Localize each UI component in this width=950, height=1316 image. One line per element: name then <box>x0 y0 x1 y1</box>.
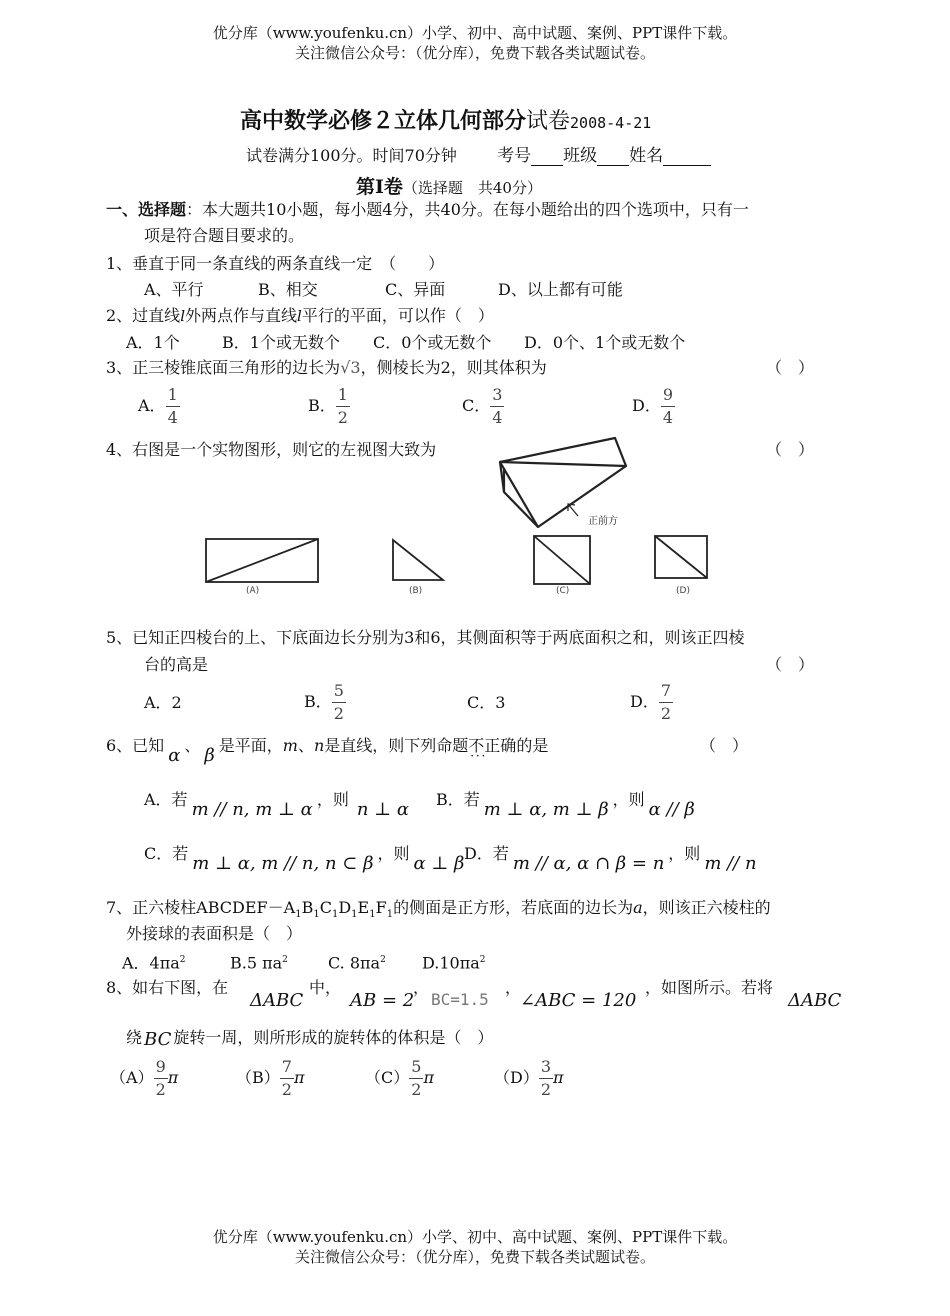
q2-option-a[interactable]: A．1个 <box>126 333 180 352</box>
q7-b-sup: 2 <box>282 955 288 965</box>
q7-letter-b: B <box>301 898 314 917</box>
q8-l2-a: 绕 <box>126 1028 143 1047</box>
q2-var-l-2: l <box>297 307 302 325</box>
header-line-1: 优分库（www.youfenku.cn）小学、初中、高中试题、案例、PPT课件下载。 <box>212 24 738 42</box>
q6-sep: 、 <box>184 736 201 755</box>
q4-caption-d: (D) <box>676 586 690 596</box>
q5-d-label: D． <box>630 692 659 711</box>
q6-alpha: α <box>168 745 181 766</box>
title-suffix: 试卷 <box>526 109 571 134</box>
q8-d-frac <box>539 1058 553 1099</box>
q2-option-d[interactable]: D．0个、1个或无数个 <box>524 333 686 352</box>
exam-no-blank[interactable] <box>531 149 563 166</box>
q7-c-text: C. 8πa <box>328 953 381 973</box>
section-desc-2: 项是符合题目要求的。 <box>144 226 305 245</box>
q6-a-label: A．若 <box>144 790 188 809</box>
q1-stem: 1、垂直于同一条直线的两条直线一定 （ ） <box>106 254 445 273</box>
q8-ab: AB = 2 <box>350 990 415 1011</box>
q3-d-den: 4 <box>662 408 674 427</box>
q3-stem <box>106 358 547 378</box>
q6-c-then: ，则 <box>377 844 410 863</box>
q3-a-den: 4 <box>167 408 178 427</box>
score-time: 试卷满分100分。时间70分钟 <box>246 146 457 165</box>
q6-a-res: n ⊥ α <box>356 799 409 820</box>
q4-caption-a: (A) <box>246 586 260 596</box>
q8-c-num: 5 <box>409 1058 423 1079</box>
q8-b-label: （B） <box>236 1068 280 1087</box>
q6-d-label: D．若 <box>464 844 509 863</box>
q8-l2-bc: BC <box>144 1029 172 1050</box>
section-desc-1: ：本大题共10小题，每小题4分，共40分。在每小题给出的四个选项中，只有一 <box>186 200 749 219</box>
q6-emphasis: 不正确 · · · <box>468 736 516 755</box>
q6-stem <box>106 736 549 766</box>
q7-letter-e: E <box>357 898 370 917</box>
q8-b-frac <box>280 1058 294 1099</box>
q6-b-then: ，则 <box>612 790 645 809</box>
q5-stem-l1: 5、已知正四棱台的上、下底面边长分别为3和6，其侧面积等于两底面积之和，则该正四棱 <box>106 628 745 647</box>
section-intro <box>106 200 749 220</box>
class-blank[interactable] <box>597 149 629 166</box>
q8-c-pi: π <box>423 1068 434 1087</box>
q1-option-d[interactable]: D、以上都有可能 <box>498 280 623 299</box>
q8-option-d[interactable] <box>494 1058 564 1099</box>
q6-beta: β <box>204 745 215 766</box>
q4-view-b-triangle <box>393 540 443 580</box>
q8-triangle-2: ΔABC <box>788 990 842 1011</box>
q6-a-cond: m // n, m ⊥ α <box>191 799 313 820</box>
q3-b-frac <box>336 386 350 427</box>
q8-b-den: 2 <box>281 1080 292 1099</box>
q3-b-label: B． <box>308 396 336 415</box>
q4-answer-paren[interactable]: （ ） <box>766 440 815 459</box>
q8-a-num: 9 <box>154 1058 168 1079</box>
q7-sub-f: 1 <box>386 909 394 921</box>
q6-c-res: α ⊥ β <box>413 853 465 874</box>
q7-option-c[interactable] <box>328 950 386 973</box>
q1-option-a[interactable]: A、平行 <box>144 280 204 299</box>
q3-a-label: A． <box>138 396 166 415</box>
q7-letter-d: D <box>338 898 352 917</box>
q3-sqrt: √3 <box>340 358 361 377</box>
q3-stem-a: 3、正三棱锥底面三角形的边长为 <box>106 358 341 377</box>
q8-a-label: （A） <box>110 1068 154 1087</box>
q8-option-c[interactable] <box>365 1058 434 1099</box>
footer-line-2: 关注微信公众号：（优分库），免费下载各类试题试卷。 <box>294 1248 655 1266</box>
name-blank[interactable] <box>663 149 711 166</box>
q8-stem-b: ，如图所示。若将 <box>645 978 774 997</box>
q3-c-label: C． <box>462 396 491 415</box>
q7-sub-d: 1 <box>351 909 358 921</box>
q8-a-pi: π <box>167 1068 179 1087</box>
q6-b-res: α // β <box>648 799 695 820</box>
part-label: 第Ⅰ卷 <box>356 176 403 198</box>
q2-var-l: l <box>180 307 185 325</box>
header-line-2: 关注微信公众号：（优分库），免费下载各类试题试卷。 <box>294 44 655 62</box>
q2-option-b[interactable]: B．1个或无数个 <box>222 333 340 352</box>
q3-c-frac <box>490 386 504 427</box>
q4-view-c-diag <box>534 536 590 584</box>
q8-d-label: （D） <box>494 1068 539 1087</box>
q8-c-frac <box>409 1058 423 1099</box>
q6-a-then: ，则 <box>316 790 349 809</box>
q3-d-label: D． <box>632 396 661 415</box>
title-main: 高中数学必修２立体几何部分 <box>240 109 527 134</box>
q8-b-num: 7 <box>280 1058 294 1079</box>
q3-c-num: 3 <box>490 386 504 407</box>
q3-option-b[interactable] <box>308 386 350 427</box>
q8-d-den: 2 <box>540 1080 552 1099</box>
q2-stem <box>106 306 494 326</box>
exam-meta <box>246 146 711 166</box>
q8-zh: 中， <box>309 978 342 997</box>
page-title <box>240 104 651 135</box>
q5-b-label: B． <box>304 692 332 711</box>
q3-d-num: 9 <box>661 386 675 407</box>
q2-stem-a: 2、过直线 <box>106 306 181 325</box>
q8-c-label: （C） <box>365 1068 410 1087</box>
q5-d-num: 7 <box>659 682 673 703</box>
q6-b-label: B．若 <box>436 790 480 809</box>
q8-sep2: ， <box>505 978 522 997</box>
footer-line-1: 优分库（www.youfenku.cn）小学、初中、高中试题、案例、PPT课件下载。 <box>212 1228 738 1246</box>
q6-post-a: 是直线，则下列命题 <box>324 736 469 755</box>
q8-angle: ∠ABC = 120 <box>520 990 637 1011</box>
q7-b-text: B.5 πa <box>230 953 283 973</box>
q6-c-cond: m ⊥ α, m // n, n ⊂ β <box>192 853 374 874</box>
title-date: 2008-4-21 <box>570 114 652 132</box>
exam-no-label: 考号 <box>497 146 532 166</box>
q3-a-num: 1 <box>166 386 180 407</box>
q6-option-a[interactable] <box>144 790 409 820</box>
q8-d-num: 3 <box>539 1058 553 1079</box>
q6-pre: 6、已知 <box>106 736 165 755</box>
q2-option-c[interactable]: C．0个或无数个 <box>373 333 492 352</box>
q3-option-a[interactable] <box>138 386 180 427</box>
q4-front-label: 正前方 <box>588 516 618 527</box>
q1-option-b[interactable]: B、相交 <box>258 280 318 299</box>
q5-option-c[interactable]: C．3 <box>467 693 506 712</box>
q4-stem: 4、右图是一个实物图形，则它的左视图大致为 <box>106 440 437 459</box>
q7-stem-a: 7、正六棱柱ABCDEF－A <box>106 898 296 917</box>
q2-stem-c: 平行的平面，可以作（ ） <box>301 306 494 325</box>
q8-stem <box>106 978 228 998</box>
q6-m: m <box>282 736 298 755</box>
q7-c-sup: 2 <box>380 955 386 965</box>
q7-a-sup: 2 <box>179 955 186 965</box>
q7-sub-e: 1 <box>369 909 376 921</box>
q5-d-den: 2 <box>660 704 672 723</box>
q6-c-label: C．若 <box>144 844 189 863</box>
q4-caption-c: (C) <box>556 586 570 596</box>
q6-d-cond: m // α, α ∩ β = n <box>512 853 665 874</box>
q6-b-cond: m ⊥ α, m ⊥ β <box>483 799 609 820</box>
q4-view-a[interactable] <box>205 538 320 584</box>
q6-d-res: m // n <box>704 853 757 874</box>
q4-view-c[interactable] <box>532 534 592 586</box>
q7-stem-b: 的侧面是正方形，若底面的边长为 <box>393 898 634 917</box>
q6-n: n <box>313 736 325 755</box>
q8-stem-a: 8、如右下图，在 <box>106 978 229 997</box>
q7-option-b[interactable] <box>230 950 288 973</box>
q4-front-arrow <box>568 504 578 516</box>
q7-stem-l2: 外接球的表面积是（ ） <box>126 924 303 943</box>
q3-answer-paren[interactable]: （ ） <box>766 358 815 377</box>
q7-letter-f: F <box>375 898 387 917</box>
q8-option-a[interactable] <box>110 1058 178 1099</box>
q6-option-c[interactable] <box>144 844 465 874</box>
q3-c-den: 4 <box>492 408 503 427</box>
q3-d-frac <box>661 386 675 427</box>
q4-view-b[interactable] <box>391 538 447 582</box>
q7-d-sup: 2 <box>479 955 486 965</box>
name-label: 姓名 <box>629 146 664 166</box>
q7-sub-a: 1 <box>295 909 302 921</box>
q7-option-d[interactable] <box>422 950 486 973</box>
part-note: （选择题 共40分） <box>402 179 542 197</box>
q7-stem-c: ，则该正六棱柱的 <box>642 898 771 917</box>
q3-stem-b: ，侧棱长为2，则其体积为 <box>360 358 547 377</box>
q7-var-a: a <box>633 898 643 917</box>
q8-l2-b: 旋转一周，则所形成的旋转体的体积是（ ） <box>173 1028 494 1047</box>
q8-triangle: ΔABC <box>250 990 304 1011</box>
q2-stem-b: 外两点作与直线 <box>185 306 298 325</box>
q3-option-d[interactable] <box>632 386 675 427</box>
q6-post-b: 的是 <box>516 736 549 755</box>
q5-b-den: 2 <box>333 704 344 723</box>
q8-option-b[interactable] <box>236 1058 304 1099</box>
q3-b-den: 2 <box>337 408 348 427</box>
q7-option-a[interactable] <box>122 950 186 973</box>
q5-b-num: 5 <box>332 682 346 703</box>
q8-sep: ， <box>413 978 430 997</box>
q6-d-then: ，则 <box>668 844 701 863</box>
q8-a-den: 2 <box>155 1080 166 1099</box>
class-label: 班级 <box>563 146 598 166</box>
q6-mid: 是平面， <box>218 736 283 755</box>
part-title <box>356 172 542 199</box>
q8-bc: BC=1.5 <box>431 990 489 1009</box>
q4-view-d[interactable] <box>653 534 709 580</box>
q4-caption-b: (B) <box>409 586 423 596</box>
q3-a-frac <box>166 386 180 427</box>
q3-b-num: 1 <box>336 386 350 407</box>
q8-b-pi: π <box>293 1068 305 1087</box>
q3-option-c[interactable] <box>462 386 504 427</box>
q6-option-b[interactable] <box>436 790 695 820</box>
q4-view-a-diag <box>206 539 318 582</box>
q7-letter-c: C <box>319 898 332 917</box>
q6-comma: 、 <box>297 736 314 755</box>
q4-solid-figure <box>490 432 650 532</box>
section-label: 一、选择题 <box>106 200 187 219</box>
q7-d-text: D.10πa <box>422 953 480 973</box>
q5-option-d[interactable] <box>630 682 673 723</box>
q5-d-frac <box>659 682 673 723</box>
q6-answer-paren[interactable]: （ ） <box>700 736 749 755</box>
q5-answer-paren[interactable]: （ ） <box>766 655 815 674</box>
q4-solid-edge-1 <box>500 462 626 466</box>
q5-option-a[interactable]: A．2 <box>144 693 182 712</box>
q4-view-d-diag <box>655 536 707 578</box>
q7-stem <box>106 898 771 925</box>
q5-b-frac <box>332 682 346 723</box>
q6-option-d[interactable] <box>464 844 757 874</box>
q7-a-text: A．4πa <box>122 953 180 973</box>
q8-a-frac <box>154 1058 168 1099</box>
q8-line-2 <box>126 1028 493 1048</box>
q1-option-c[interactable]: C、异面 <box>385 280 446 299</box>
q8-c-den: 2 <box>411 1080 422 1099</box>
q8-d-pi: π <box>553 1068 564 1087</box>
q7-sub-b: 1 <box>313 909 320 921</box>
q5-stem-l2: 台的高是 <box>144 655 209 674</box>
q5-option-b[interactable] <box>304 682 346 723</box>
q7-sub-c: 1 <box>331 909 339 921</box>
